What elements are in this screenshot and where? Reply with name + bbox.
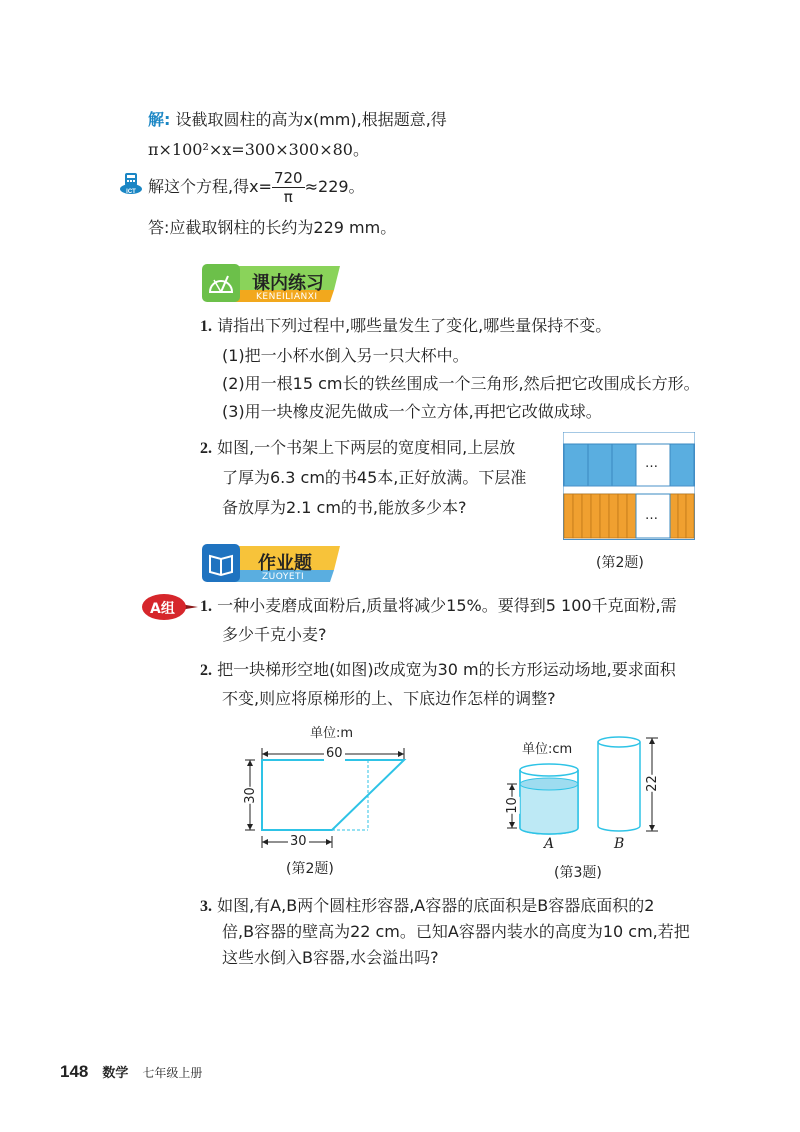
practice-q2-line-1	[200, 440, 515, 457]
question-text: 如图,一个书架上下两层的宽度相同,上层放	[217, 438, 516, 457]
practice-q1-item-1: (1)把一小杯水倒入另一只大杯中。	[222, 346, 469, 365]
question-number: 2.	[200, 440, 212, 457]
group-label: A组	[150, 601, 175, 617]
upper-shelf-ellipsis: …	[645, 456, 658, 471]
solution-line-3	[148, 167, 365, 207]
fraction-denominator: π	[283, 187, 293, 206]
figure-caption-q2-practice: (第2题)	[596, 555, 644, 571]
grade-label: 七年级上册	[142, 1066, 203, 1080]
group-a-badge	[140, 592, 200, 622]
book-icon	[206, 548, 236, 578]
question-number: 1.	[200, 598, 212, 615]
trapezoid-figure	[240, 720, 420, 850]
homework-banner	[200, 542, 340, 584]
practice-banner	[200, 262, 340, 304]
question-text: 请指出下列过程中,哪些量发生了变化,哪些量保持不变。	[217, 316, 612, 335]
solution-fraction	[272, 169, 305, 206]
protractor-icon	[206, 268, 236, 298]
question-text: 一种小麦磨成面粉后,质量将减少15%。要得到5 100千克面粉,需	[217, 596, 677, 615]
homework-title: 作业题	[258, 553, 312, 574]
fraction-numerator: 720	[273, 168, 303, 187]
trapezoid-bottom-length: 30	[290, 834, 307, 849]
homework-q3-line-1	[200, 898, 654, 915]
practice-title: 课内练习	[252, 273, 324, 294]
solution-label: 解:	[148, 110, 171, 129]
solution-line-1	[148, 112, 447, 128]
question-text: 把一块梯形空地(如图)改成宽为30 m的长方形运动场地,要求面积	[217, 660, 676, 679]
water-height-label: 10	[504, 797, 520, 814]
trapezoid-top-length: 60	[326, 746, 343, 761]
question-number: 3.	[200, 898, 212, 915]
page-footer	[60, 1062, 202, 1082]
homework-q2-line-2: 不变,则应将原梯形的上、下底边作怎样的调整?	[222, 689, 556, 708]
calculator-icon	[118, 170, 144, 196]
practice-q1-item-3: (3)用一块橡皮泥先做成一个立方体,再把它改做成球。	[222, 402, 602, 421]
practice-q2-line-3: 备放厚为2.1 cm的书,能放多少本?	[222, 498, 467, 517]
cylinder-a-label: A	[544, 836, 555, 852]
lower-shelf-ellipsis: …	[645, 508, 658, 523]
cylinders-unit-label: 单位:cm	[522, 742, 573, 757]
question-number: 1.	[200, 318, 212, 335]
homework-q2-line-1	[200, 662, 676, 679]
trapezoid-side-length: 30	[242, 787, 258, 804]
question-number: 2.	[200, 662, 212, 679]
practice-subtitle: KENEILIANXI	[256, 292, 318, 302]
cylinder-b-height-label: 22	[644, 775, 660, 792]
solution-approx-text: ≈229。	[304, 177, 365, 196]
homework-q3-line-3: 这些水倒入B容器,水会溢出吗?	[222, 948, 439, 967]
trapezoid-unit-label: 单位:m	[310, 726, 354, 741]
solution-solve-text: 解这个方程,得x=	[148, 177, 272, 196]
practice-q1	[200, 318, 611, 335]
bookshelf-figure	[563, 432, 695, 540]
page-number: 148	[60, 1062, 89, 1081]
practice-q2-line-2: 了厚为6.3 cm的书45本,正好放满。下层准	[222, 468, 527, 487]
figure-caption-q2-homework: (第2题)	[286, 861, 334, 877]
cylinder-b-label: B	[614, 836, 625, 852]
figure-caption-q3: (第3题)	[554, 865, 602, 881]
homework-subtitle: ZUOYETI	[262, 572, 305, 582]
cylinders-figure	[500, 728, 670, 854]
solution-setup-text: 设截取圆柱的高为x(mm),根据题意,得	[175, 110, 447, 129]
subject-name: 数学	[102, 1066, 129, 1081]
homework-q3-line-2: 倍,B容器的壁高为22 cm。已知A容器内装水的高度为10 cm,若把	[222, 922, 690, 941]
solution-answer: 答:应截取钢柱的长约为229 mm。	[148, 218, 397, 237]
homework-q1-line-2: 多少千克小麦?	[222, 625, 327, 644]
question-text: 如图,有A,B两个圆柱形容器,A容器的底面积是B容器底面积的2	[217, 896, 655, 915]
practice-q1-item-2: (2)用一根15 cm长的铁丝围成一个三角形,然后把它改围成长方形。	[222, 374, 700, 393]
solution-equation: π×100²×x=300×300×80。	[148, 140, 369, 159]
svg-text:ICT: ICT	[126, 189, 136, 195]
homework-q1-line-1	[200, 598, 677, 615]
